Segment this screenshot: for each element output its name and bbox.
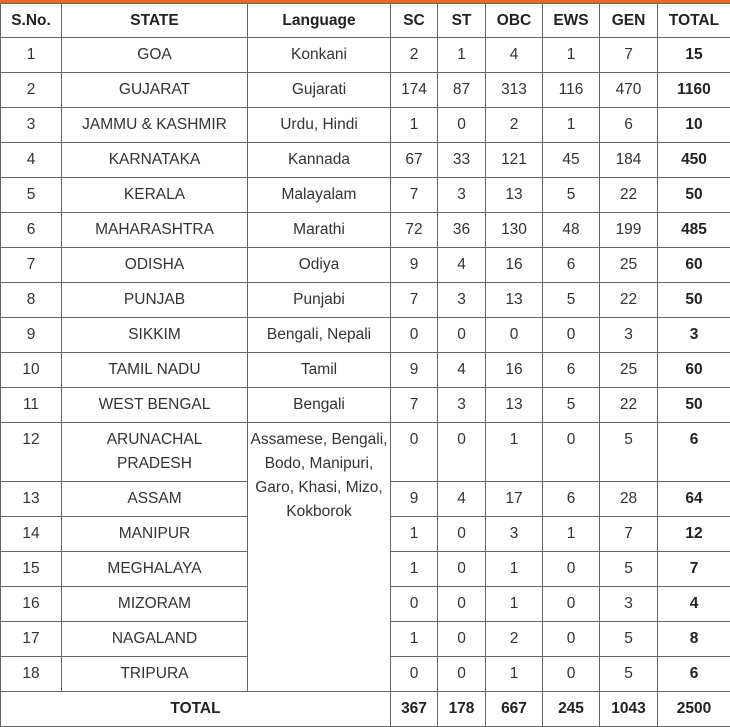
cell-total: 6 [658, 423, 730, 482]
table-row [1, 388, 730, 423]
cell-obc: 3 [486, 517, 543, 552]
cell-obc: 121 [486, 143, 543, 178]
cell-st: 1 [438, 38, 486, 73]
cell-language: Malayalam [248, 178, 391, 213]
cell-state: KARNATAKA [62, 143, 248, 178]
cell-language: Bengali [248, 388, 391, 423]
cell-obc: 0 [486, 318, 543, 353]
table-row [1, 283, 730, 318]
cell-obc: 16 [486, 248, 543, 283]
cell-gen: 5 [600, 622, 658, 657]
cell-ews: 45 [543, 143, 600, 178]
cell-sno: 5 [1, 178, 62, 213]
cell-total: 10 [658, 108, 730, 143]
cell-state: GUJARAT [62, 73, 248, 108]
cell-obc: 1 [486, 552, 543, 587]
cell-st: 0 [438, 108, 486, 143]
cell-total: 1160 [658, 73, 730, 108]
cell-total: 12 [658, 517, 730, 552]
cell-ews: 6 [543, 482, 600, 517]
cell-sno: 10 [1, 353, 62, 388]
cell-ews: 0 [543, 587, 600, 622]
cell-state: NAGALAND [62, 622, 248, 657]
cell-total: 15 [658, 38, 730, 73]
cell-sc: 9 [391, 482, 438, 517]
cell-state: PUNJAB [62, 283, 248, 318]
header-gen: GEN [600, 4, 658, 38]
cell-sno: 11 [1, 388, 62, 423]
cell-sc: 1 [391, 108, 438, 143]
cell-gen: 7 [600, 517, 658, 552]
cell-ews: 5 [543, 178, 600, 213]
cell-total: 50 [658, 178, 730, 213]
cell-gen: 184 [600, 143, 658, 178]
header-state: STATE [62, 4, 248, 38]
table-row [1, 248, 730, 283]
cell-st: 0 [438, 517, 486, 552]
cell-language: Urdu, Hindi [248, 108, 391, 143]
total-row [1, 692, 730, 727]
cell-sc: 67 [391, 143, 438, 178]
cell-state: MAHARASHTRA [62, 213, 248, 248]
cell-sno: 6 [1, 213, 62, 248]
cell-gen: 5 [600, 423, 658, 482]
cell-state: ARUNACHAL PRADESH [62, 423, 248, 482]
cell-ews: 1 [543, 108, 600, 143]
cell-obc: 2 [486, 108, 543, 143]
cell-obc: 1 [486, 587, 543, 622]
cell-language: Konkani [248, 38, 391, 73]
cell-language: Punjabi [248, 283, 391, 318]
table-row [1, 423, 730, 482]
cell-sno: 14 [1, 517, 62, 552]
cell-st: 4 [438, 353, 486, 388]
total-label: TOTAL [1, 692, 391, 727]
header-total: TOTAL [658, 4, 730, 38]
cell-st: 4 [438, 482, 486, 517]
cell-language-northeast: Assamese, Bengali, Bodo, Manipuri, Garo, Khasi, Mizo, Kokborok [248, 423, 391, 692]
cell-obc: 17 [486, 482, 543, 517]
header-sc: SC [391, 4, 438, 38]
cell-obc: 4 [486, 38, 543, 73]
cell-gen: 28 [600, 482, 658, 517]
cell-sno: 4 [1, 143, 62, 178]
cell-ews: 1 [543, 517, 600, 552]
header-language: Language [248, 4, 391, 38]
cell-sno: 15 [1, 552, 62, 587]
cell-total: 64 [658, 482, 730, 517]
cell-ews: 6 [543, 248, 600, 283]
cell-ews: 5 [543, 283, 600, 318]
cell-gen: 199 [600, 213, 658, 248]
cell-sno: 18 [1, 657, 62, 692]
cell-language: Bengali, Nepali [248, 318, 391, 353]
cell-sno: 9 [1, 318, 62, 353]
header-st: ST [438, 4, 486, 38]
cell-total: 50 [658, 283, 730, 318]
cell-total: 3 [658, 318, 730, 353]
cell-sc: 2 [391, 38, 438, 73]
cell-gen: 7 [600, 38, 658, 73]
cell-st: 3 [438, 388, 486, 423]
cell-gen: 5 [600, 552, 658, 587]
cell-obc: 130 [486, 213, 543, 248]
cell-sc: 0 [391, 657, 438, 692]
cell-ews: 0 [543, 622, 600, 657]
cell-state: MEGHALAYA [62, 552, 248, 587]
cell-sc: 0 [391, 423, 438, 482]
cell-sc: 72 [391, 213, 438, 248]
header-obc: OBC [486, 4, 543, 38]
cell-sc: 174 [391, 73, 438, 108]
cell-state: WEST BENGAL [62, 388, 248, 423]
cell-st: 0 [438, 423, 486, 482]
cell-gen: 3 [600, 318, 658, 353]
cell-state: KERALA [62, 178, 248, 213]
cell-state: MIZORAM [62, 587, 248, 622]
table-row [1, 318, 730, 353]
cell-state: ODISHA [62, 248, 248, 283]
cell-sc: 7 [391, 283, 438, 318]
cell-state: ASSAM [62, 482, 248, 517]
cell-sc: 7 [391, 178, 438, 213]
table-row [1, 213, 730, 248]
seat-distribution-table [0, 3, 730, 727]
cell-ews: 6 [543, 353, 600, 388]
cell-sno: 17 [1, 622, 62, 657]
cell-obc: 313 [486, 73, 543, 108]
total-obc: 667 [486, 692, 543, 727]
cell-state: TRIPURA [62, 657, 248, 692]
header-sno: S.No. [1, 4, 62, 38]
cell-ews: 116 [543, 73, 600, 108]
total-total: 2500 [658, 692, 730, 727]
cell-obc: 16 [486, 353, 543, 388]
cell-total: 450 [658, 143, 730, 178]
cell-language: Marathi [248, 213, 391, 248]
cell-total: 8 [658, 622, 730, 657]
cell-ews: 0 [543, 657, 600, 692]
cell-language: Gujarati [248, 73, 391, 108]
cell-st: 87 [438, 73, 486, 108]
table-row [1, 73, 730, 108]
cell-obc: 2 [486, 622, 543, 657]
cell-total: 50 [658, 388, 730, 423]
cell-gen: 6 [600, 108, 658, 143]
cell-gen: 470 [600, 73, 658, 108]
cell-sc: 1 [391, 552, 438, 587]
cell-gen: 25 [600, 248, 658, 283]
table-row [1, 178, 730, 213]
cell-language: Odiya [248, 248, 391, 283]
cell-sno: 8 [1, 283, 62, 318]
cell-obc: 13 [486, 388, 543, 423]
cell-sno: 12 [1, 423, 62, 482]
header-row [1, 4, 730, 38]
cell-obc: 1 [486, 423, 543, 482]
cell-sc: 0 [391, 587, 438, 622]
cell-obc: 13 [486, 178, 543, 213]
cell-ews: 48 [543, 213, 600, 248]
cell-sno: 7 [1, 248, 62, 283]
cell-ews: 0 [543, 318, 600, 353]
cell-st: 0 [438, 657, 486, 692]
total-sc: 367 [391, 692, 438, 727]
cell-total: 6 [658, 657, 730, 692]
cell-state: TAMIL NADU [62, 353, 248, 388]
cell-sno: 1 [1, 38, 62, 73]
cell-ews: 0 [543, 423, 600, 482]
cell-state: GOA [62, 38, 248, 73]
total-st: 178 [438, 692, 486, 727]
cell-total: 60 [658, 353, 730, 388]
table-row [1, 353, 730, 388]
cell-total: 60 [658, 248, 730, 283]
cell-state: SIKKIM [62, 318, 248, 353]
cell-gen: 22 [600, 388, 658, 423]
cell-sc: 9 [391, 248, 438, 283]
cell-sc: 1 [391, 622, 438, 657]
cell-sc: 1 [391, 517, 438, 552]
cell-st: 0 [438, 552, 486, 587]
cell-gen: 22 [600, 283, 658, 318]
table-row [1, 143, 730, 178]
total-gen: 1043 [600, 692, 658, 727]
cell-st: 36 [438, 213, 486, 248]
cell-sno: 16 [1, 587, 62, 622]
cell-language: Tamil [248, 353, 391, 388]
cell-state: JAMMU & KASHMIR [62, 108, 248, 143]
cell-st: 0 [438, 587, 486, 622]
cell-gen: 3 [600, 587, 658, 622]
cell-ews: 5 [543, 388, 600, 423]
cell-st: 0 [438, 622, 486, 657]
cell-total: 7 [658, 552, 730, 587]
cell-sc: 9 [391, 353, 438, 388]
cell-st: 4 [438, 248, 486, 283]
cell-st: 3 [438, 283, 486, 318]
cell-language: Kannada [248, 143, 391, 178]
cell-gen: 25 [600, 353, 658, 388]
cell-ews: 0 [543, 552, 600, 587]
cell-gen: 5 [600, 657, 658, 692]
cell-obc: 13 [486, 283, 543, 318]
cell-sc: 7 [391, 388, 438, 423]
cell-sc: 0 [391, 318, 438, 353]
cell-st: 3 [438, 178, 486, 213]
cell-state: MANIPUR [62, 517, 248, 552]
cell-total: 4 [658, 587, 730, 622]
cell-obc: 1 [486, 657, 543, 692]
cell-sno: 13 [1, 482, 62, 517]
total-ews: 245 [543, 692, 600, 727]
cell-st: 0 [438, 318, 486, 353]
cell-gen: 22 [600, 178, 658, 213]
cell-sno: 2 [1, 73, 62, 108]
cell-sno: 3 [1, 108, 62, 143]
table-row [1, 108, 730, 143]
table-row [1, 38, 730, 73]
cell-ews: 1 [543, 38, 600, 73]
header-ews: EWS [543, 4, 600, 38]
cell-st: 33 [438, 143, 486, 178]
cell-total: 485 [658, 213, 730, 248]
